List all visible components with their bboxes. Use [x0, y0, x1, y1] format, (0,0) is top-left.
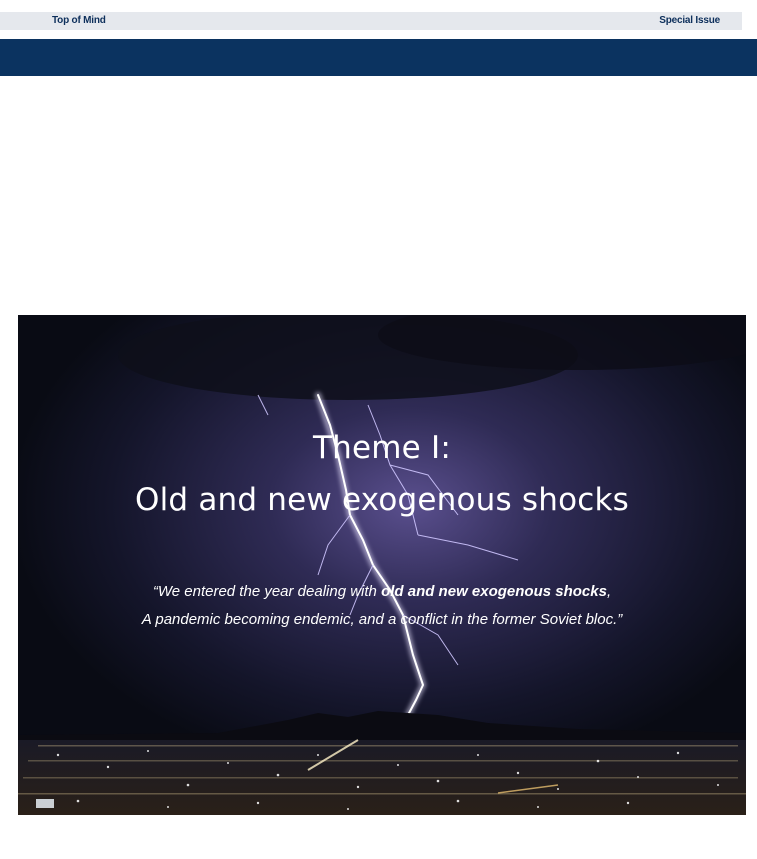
- quote-line-1: [18, 583, 746, 600]
- header-strip: [0, 12, 742, 30]
- quote-line-1-start: “We entered the year dealing with: [152, 583, 382, 600]
- hero-image: [18, 315, 746, 815]
- quote-line-1-end: ,: [606, 583, 612, 600]
- publication-title: Top of Mind: [52, 15, 106, 26]
- lightning-city-photo: [18, 315, 746, 815]
- theme-title: Theme I:: [313, 430, 451, 466]
- header-band: [0, 39, 757, 76]
- issue-label: Special Issue: [659, 15, 720, 26]
- theme-subtitle: Old and new exogenous shocks: [134, 482, 630, 518]
- quote-line-1-bold: old and new exogenous shocks: [381, 583, 607, 600]
- quote-line-2: A pandemic becoming endemic, and a conflict in the former Soviet bloc.”: [141, 611, 623, 628]
